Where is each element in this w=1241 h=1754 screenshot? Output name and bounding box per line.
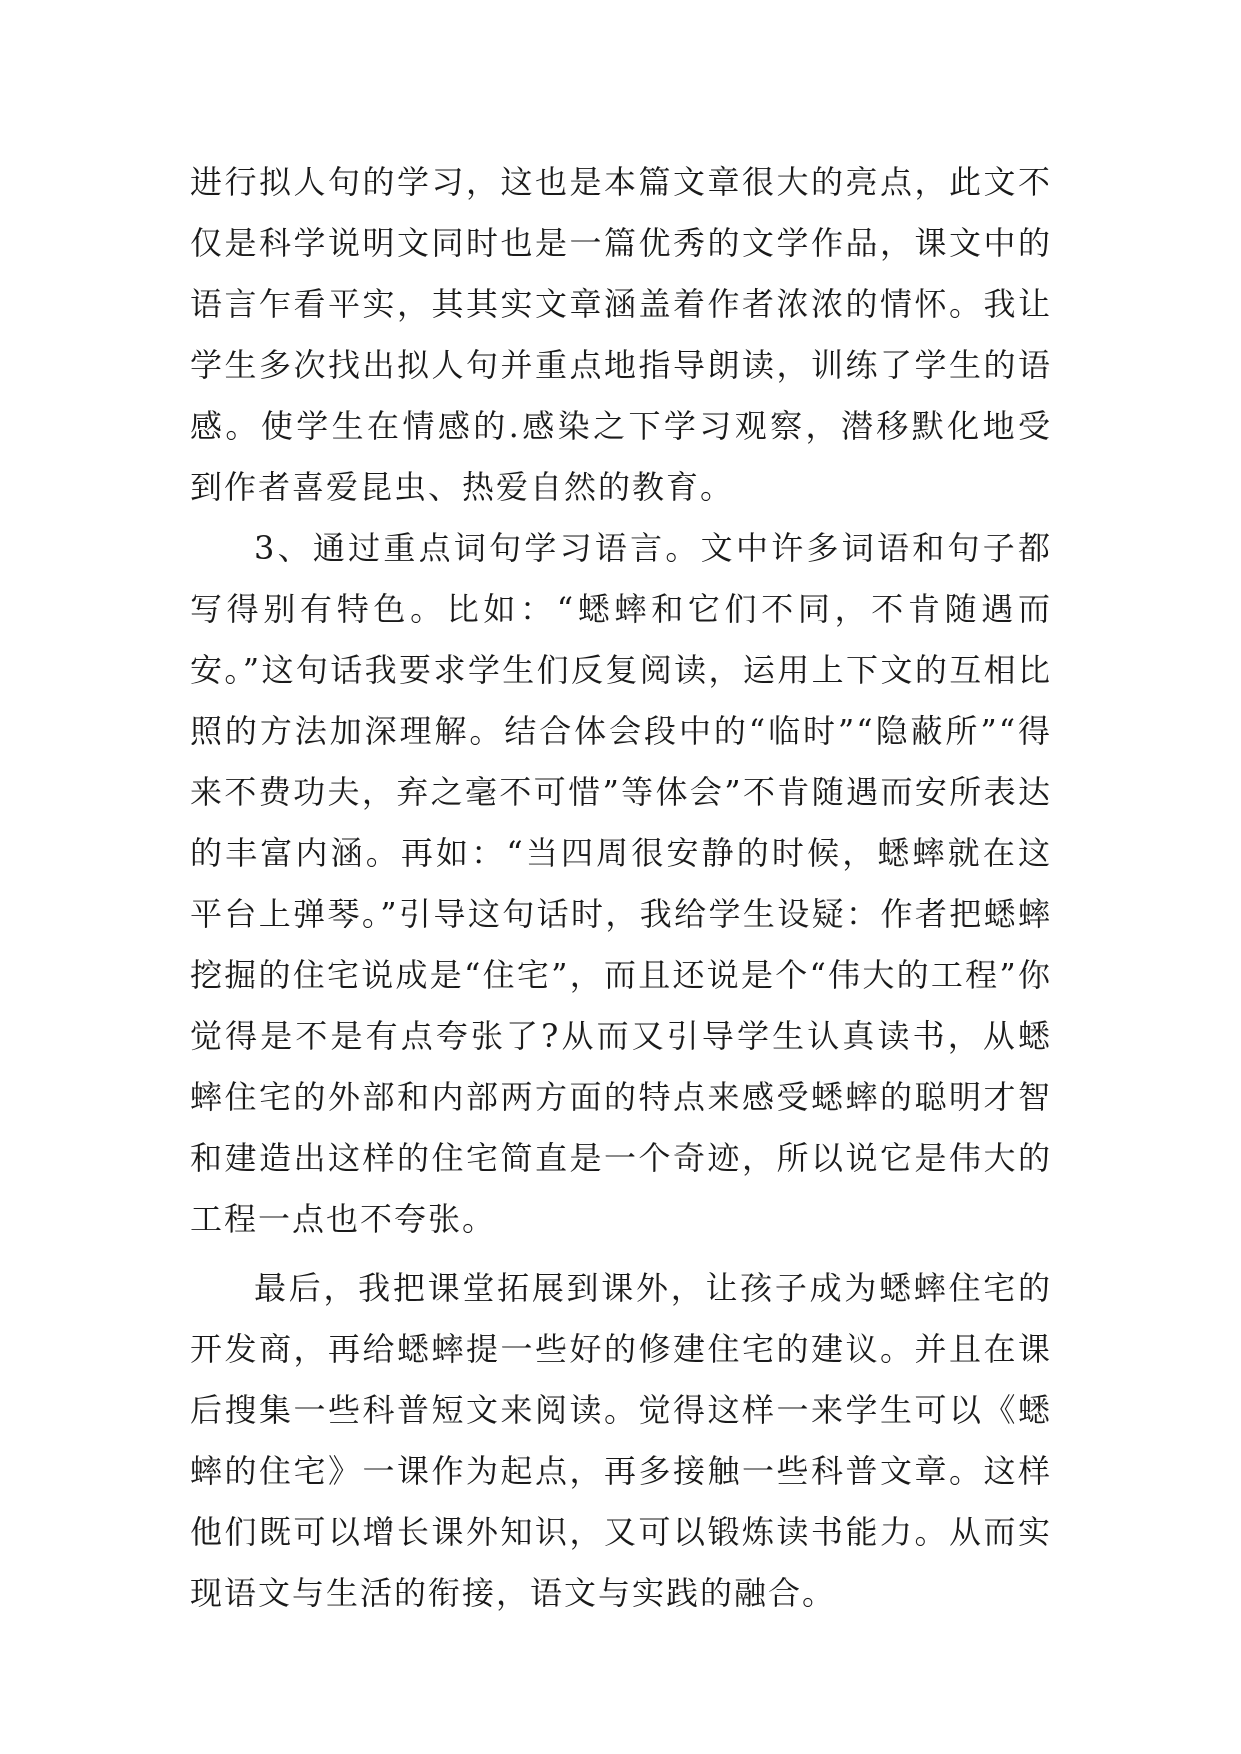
document-page xyxy=(190,152,1052,1624)
paragraph-continuation: 进行拟人句的学习，这也是本篇文章很大的亮点，此文不仅是科学说明文同时也是一篇优秀的文学作品，课文中的语言乍看平实，其其实文章涵盖着作者浓浓的情怀。我让学生多次找出拟人句并重点地指导朗读，训练了学生的语感。使学生在情感的.感染之下学习观察，潜移默化地受到作者喜爱昆虫、热爱自然的教育。 xyxy=(190,163,1052,506)
paragraph-key-words: 3、通过重点词句学习语言。文中许多词语和句子都写得别有特色。比如：“蟋蟀和它们不同，不肯随遇而安。”这句话我要求学生们反复阅读，运用上下文的互相比照的方法加深理解。结合体会段中的“临时”“隐蔽所”“得来不费功夫，弃之毫不可惜”等体会”不肯随遇而安所表达的丰富内涵。再如：“当四周很安静的时候，蟋蟀就在这平台上弹琴。”引导这句话时，我给学生设疑：作者把蟋蟀挖掘的住宅说成是“住宅”，而且还说是个“伟大的工程”你觉得是不是有点夸张了?从而又引导学生认真读书，从蟋蟀住宅的外部和内部两方面的特点来感受蟋蟀的聪明才智和建造出这样的住宅简直是一个奇迹，所以说它是伟大的工程一点也不夸张。 xyxy=(190,529,1052,1238)
paragraph-conclusion: 最后，我把课堂拓展到课外，让孩子成为蟋蟀住宅的开发商，再给蟋蟀提一些好的修建住宅的建议。并且在课后搜集一些科普短文来阅读。觉得这样一来学生可以《蟋蟀的住宅》一课作为起点，再多接触一些科普文章。这样他们既可以增长课外知识，又可以锻炼读书能力。从而实现语文与生活的衔接，语文与实践的融合。 xyxy=(190,1269,1052,1612)
